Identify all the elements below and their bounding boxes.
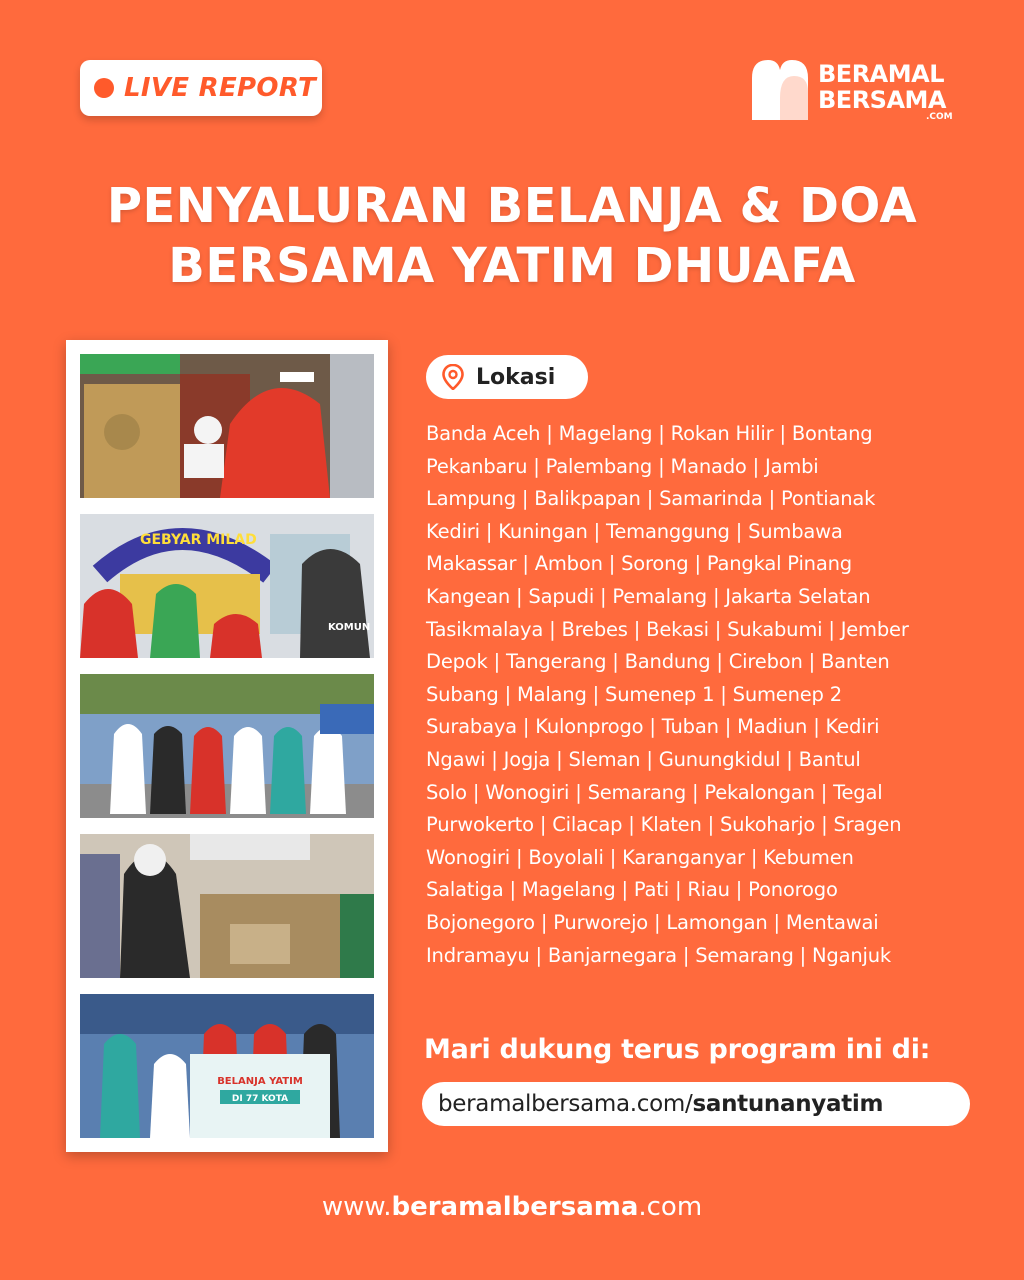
footer-prefix: www. <box>321 1192 392 1222</box>
photo-gallery <box>66 340 388 1152</box>
live-report-label: LIVE REPORT <box>124 73 317 103</box>
group-outdoor-photo <box>80 674 374 818</box>
banner-title-text: BELANJA YATIM <box>217 1076 303 1087</box>
location-list <box>426 418 1016 972</box>
location-label: Lokasi <box>476 364 556 390</box>
location-heading <box>426 355 588 399</box>
location-row: Surabaya | Kulonprogo | Tuban | Madiun | Kediri <box>426 715 880 739</box>
location-row: Pekanbaru | Palembang | Manado | Jambi <box>426 454 819 478</box>
clothing-store-photo <box>80 834 374 978</box>
logo-line-2: BERSAMA <box>818 86 946 114</box>
brand-logo <box>750 58 960 124</box>
location-row: Banda Aceh | Magelang | Rokan Hilir | Bontang <box>426 422 873 445</box>
location-row: Kangean | Sapudi | Pemalang | Jakarta Selatan <box>426 584 871 608</box>
location-row: Bojonegoro | Purworejo | Lamongan | Mentawai <box>426 910 879 934</box>
location-row: Purwokerto | Cilacap | Klaten | Sukoharjo | Sragen <box>426 813 902 837</box>
heart-logo-icon <box>750 58 810 122</box>
donation-link-prefix: beramalbersama.com/ <box>438 1091 693 1117</box>
shopping-girl-photo <box>80 354 374 498</box>
logo-line-1: BERAMAL <box>818 60 944 88</box>
location-row: Solo | Wonogiri | Semarang | Pekalongan | Tegal <box>426 780 883 804</box>
vest-text: KOMUN <box>328 622 371 633</box>
footer-suffix: .com <box>638 1192 703 1222</box>
donation-link-path: santunanyatim <box>692 1091 884 1117</box>
footer-domain: beramalbersama <box>391 1192 639 1222</box>
location-row: Depok | Tangerang | Bandung | Cirebon | Banten <box>426 650 890 674</box>
title-line-1: PENYALURAN BELANJA & DOA <box>106 178 918 234</box>
location-row: Lampung | Balikpapan | Samarinda | Pontianak <box>426 487 876 511</box>
live-report-badge <box>80 60 322 116</box>
live-dot-icon <box>94 78 114 98</box>
store-entrance-photo <box>80 514 374 658</box>
location-row: Subang | Malang | Sumenep 1 | Sumenep 2 <box>426 682 842 706</box>
logo-domain: .COM <box>926 112 953 122</box>
location-row: Ngawi | Jogja | Sleman | Gunungkidul | Bantul <box>426 747 861 771</box>
location-row: Tasikmalaya | Brebes | Bekasi | Sukabumi | Jember <box>426 617 909 641</box>
banner-sub-text: DI 77 KOTA <box>231 1094 289 1104</box>
cta-text: Mari dukung terus program ini di: <box>424 1034 931 1065</box>
location-row: Wonogiri | Boyolali | Karanganyar | Kebumen <box>426 845 854 869</box>
location-row: Salatiga | Magelang | Pati | Riau | Ponorogo <box>426 878 838 902</box>
donation-link[interactable] <box>422 1082 970 1126</box>
footer-website[interactable] <box>0 1192 1024 1222</box>
location-row: Makassar | Ambon | Sorong | Pangkal Pinang <box>426 552 852 576</box>
page-title <box>40 176 984 296</box>
location-row: Kediri | Kuningan | Temanggung | Sumbawa <box>426 519 843 543</box>
location-row: Indramayu | Banjarnegara | Semarang | Nganjuk <box>426 943 891 967</box>
store-sign-text: GEBYAR MILAD <box>140 532 257 548</box>
map-pin-icon <box>442 364 464 390</box>
title-line-2: BERSAMA YATIM DHUAFA <box>168 238 856 294</box>
group-banner-photo <box>80 994 374 1138</box>
